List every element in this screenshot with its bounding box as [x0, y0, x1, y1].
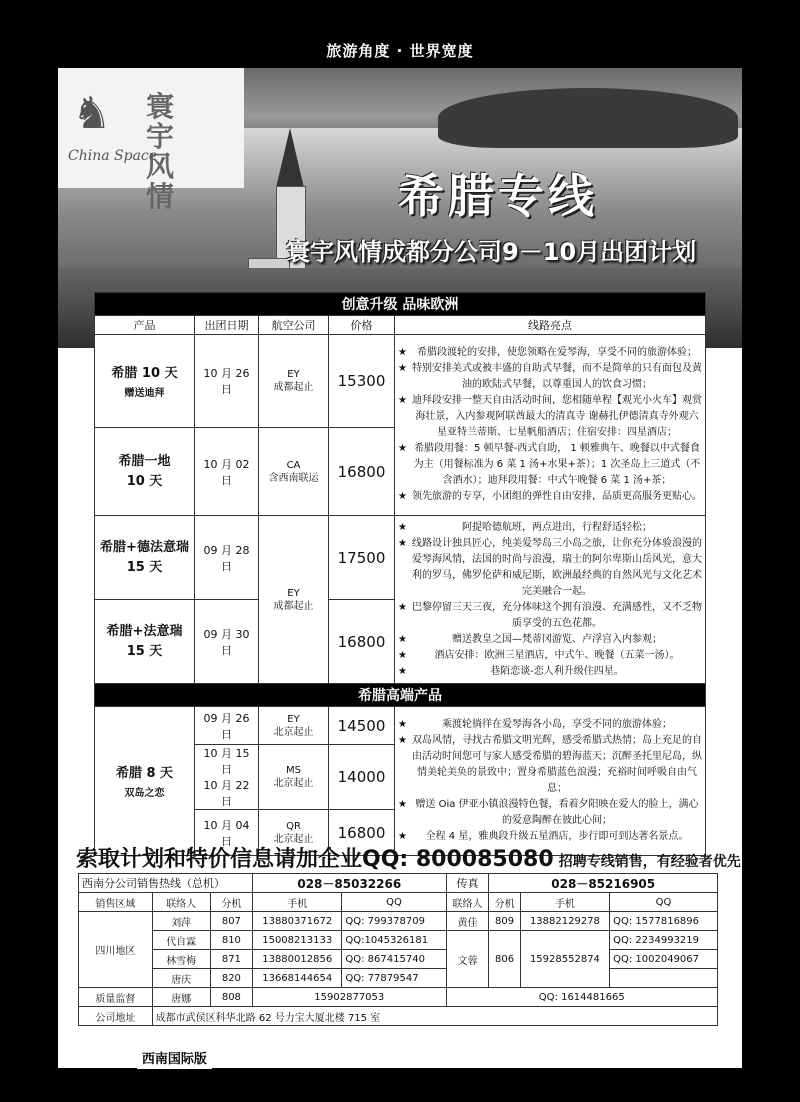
logo-cn: 寰宇风情 [146, 90, 177, 213]
col-ext: 分机 [210, 893, 252, 912]
airline-route: 北京起止 [273, 833, 314, 845]
col-contact: 联络人 [446, 893, 489, 912]
col-price: 价格 [329, 316, 395, 335]
airline-route: 北京起止 [273, 726, 314, 738]
airline-route: 含西南联运 [268, 472, 319, 484]
airline-route: 成都起止 [273, 600, 314, 612]
contact-ext: 809 [489, 912, 520, 931]
section-band: 创意升级 品味欧洲 [95, 293, 706, 316]
flyer-page [58, 68, 742, 1068]
footer-edition: 西南国际版 [137, 1050, 212, 1069]
qa-ext: 808 [210, 988, 252, 1007]
cta-banner [76, 842, 741, 873]
list-item: ★ 特别安排美式或被丰盛的自助式早餐，而不是简单的只有面包及黄油的欧陆式早餐，以尊重国人的饮食习惯； [398, 361, 702, 393]
logo [58, 68, 244, 213]
list-item: ★ 双岛风情，寻找古希腊文明光辉，感受希腊式热情；岛上充足的自由活动时间您可与家人感受希腊的碧海蓝天；沉醉圣托里尼岛，纵情美轮美奂的景致中；置身希腊蓝色浪漫；充裕时间呼吸自由气息； [398, 733, 702, 797]
highlights-list [395, 335, 706, 516]
region: 四川地区 [79, 912, 153, 988]
list-item: ★ 迪拜段安排一整天自由活动时间，您相随单程【观光小火车】观赏海壮景，入内参观阿联酋最大的清真寺 谢赫扎伊德清真寺外观六星亚特兰蒂斯、七星帆船酒店；住宿安排：四星酒店； [398, 393, 702, 441]
price: 16800 [329, 600, 395, 684]
contact-name: 唐庆 [152, 969, 210, 988]
depart-date: 09 月 28 日 [195, 516, 259, 600]
list-item: ★ 巷陌恋谈-恋人利升级住四星。 [398, 664, 702, 680]
list-item: ★ 巴黎停留三天三夜，充分体味这个拥有浪漫、充满感性，又不乏物质享受的五色花都。 [398, 600, 702, 632]
cta-main: 索取计划和特价信息请加企业QQ: 800085080 [76, 847, 554, 872]
price: 16800 [329, 428, 395, 516]
fax-label: 传真 [446, 874, 489, 893]
contact-qq: QQ: 1577816896 [610, 912, 718, 931]
list-item: ★ 酒店安排：欧洲三星酒店，中式午、晚餐（五菜一汤）。 [398, 648, 702, 664]
contact-name: 代自霖 [152, 931, 210, 950]
col-qq: QQ [342, 893, 446, 912]
logo-en: China Space [68, 148, 158, 164]
contact-mobile: 13880371672 [253, 912, 342, 931]
highlights-list [395, 516, 706, 684]
address: 成都市武侯区科华北路 62 号力宝大厦北楼 715 室 [152, 1007, 717, 1026]
product-name: 希腊+法意瑞 [106, 623, 183, 639]
contact-ext: 871 [210, 950, 252, 969]
contact-qq: QQ: 77879547 [342, 969, 446, 988]
price: 14500 [329, 707, 395, 745]
contact-name: 刘萍 [152, 912, 210, 931]
product-name: 希腊一地 [118, 453, 171, 469]
address-label: 公司地址 [79, 1007, 153, 1026]
col-mobile: 手机 [253, 893, 342, 912]
hotline-number: 028－85032266 [253, 874, 446, 893]
airline-route: 成都起止 [273, 382, 314, 393]
section-band: 希腊高端产品 [95, 684, 706, 707]
contact-name: 文蓉 [446, 931, 489, 988]
list-item: ★ 希腊段渡轮的安排，使您领略在爱琴海，享受不同的旅游体验； [398, 345, 702, 361]
table-row [95, 335, 706, 428]
price: 17500 [329, 516, 395, 600]
product-name: 希腊 10 天 [111, 365, 178, 381]
depart-date: 09 月 30 日 [195, 600, 259, 684]
list-item: ★ 乘渡轮徜徉在爱琴海各小岛，享受不同的旅游体验； [398, 717, 702, 733]
qa-qq: QQ: 1614481665 [446, 988, 717, 1007]
airline-code: MS [286, 765, 301, 776]
col-mobile: 手机 [520, 893, 609, 912]
col-qq: QQ [610, 893, 718, 912]
footer-url: 全国电子版 www.zyoo.net [215, 1052, 376, 1067]
list-item: ★ 希腊段用餐：5 顿早餐-西式自助， 1 顿雅典午、晚餐以中式餐食为主（用餐标准为 6 菜 1 汤+水果+茶）；1 次圣岛上三道式（不含酒水）；迪拜段用餐：中式午晚餐 6 菜 1 汤+茶； [398, 441, 702, 489]
contact-mobile: 15008213133 [253, 931, 342, 950]
price: 14000 [329, 745, 395, 810]
contact-ext: 806 [489, 931, 520, 988]
contact-name: 林雪梅 [152, 950, 210, 969]
contact-mobile: 13882129278 [520, 912, 609, 931]
airline-route: 北京起止 [273, 778, 314, 789]
contact-table [78, 873, 718, 1026]
list-item: ★ 阿提哈德航班，两点进出，行程舒适轻松； [398, 520, 702, 536]
list-item: ★ 赠送教皇之国—梵蒂冈游览、卢浮宫入内参观； [398, 632, 702, 648]
list-item: ★ 领先旅游的专享，小团组的弹性自由安排，品质更高服务更贴心。 [398, 489, 702, 505]
contact-ext: 820 [210, 969, 252, 988]
table-row [95, 516, 706, 600]
hero-title: 希腊专线 [398, 169, 598, 223]
contact-mobile: 15928552874 [520, 931, 609, 988]
contact-qq: QQ: 799378709 [342, 912, 446, 931]
depart-date: 10 月 02 日 [195, 428, 259, 516]
contact-name: 黄佳 [446, 912, 489, 931]
qa-name: 唐娜 [152, 988, 210, 1007]
depart-date-2: 10 月 22 日 [203, 779, 250, 808]
product-table [94, 292, 706, 856]
winged-horse-icon: ♞ [72, 88, 112, 139]
airline-code: EY [287, 713, 300, 725]
depart-date: 10 月 26 日 [195, 335, 259, 428]
col-ext: 分机 [489, 893, 520, 912]
product-sub: 10 天 [126, 473, 163, 489]
col-region: 销售区域 [79, 893, 153, 912]
table-row [95, 707, 706, 745]
depart-date: 09 月 26 日 [195, 707, 259, 745]
col-date: 出团日期 [195, 316, 259, 335]
footer-page: 红版前扉 14 [60, 1052, 133, 1067]
price: 15300 [329, 335, 395, 428]
airline-code: EY [287, 369, 300, 380]
contact-qq: QQ: 867415740 [342, 950, 446, 969]
hero-subtitle: 寰宇风情成都分公司9－10月出团计划 [286, 238, 697, 266]
depart-date: 10 月 15 日 [203, 747, 250, 776]
product-sub: 赠送迪拜 [124, 387, 165, 399]
col-product: 产品 [95, 316, 195, 335]
col-airline: 航空公司 [259, 316, 329, 335]
highlights-list [395, 707, 706, 856]
qa-label: 质量监督 [79, 988, 153, 1007]
airline-code: CA [286, 459, 301, 471]
list-item: ★ 赠送 Oia 伊亚小镇浪漫特色餐，看着夕阳映在爱人的脸上，满心的爱意陶醉在彼此心间； [398, 797, 702, 829]
product-name: 希腊 8 天 [115, 765, 174, 781]
product-sub: 15 天 [126, 559, 163, 575]
island-shape [438, 88, 738, 148]
list-item: ★ 全程 4 星，雅典段升级五星酒店，步行即可到达著名景点。 [398, 829, 702, 845]
contact-ext: 807 [210, 912, 252, 931]
product-sub: 双岛之恋 [124, 787, 165, 799]
hotline-label: 西南分公司销售热线（总机） [79, 874, 253, 893]
contact-qq: QQ:1045326181 [342, 931, 446, 950]
product-name: 希腊+德法意瑞 [100, 539, 189, 555]
contact-qq: QQ: 1002049067 [610, 950, 718, 969]
cta-sub: 招聘专线销售，有经验者优先 [558, 854, 741, 870]
price: 16800 [329, 810, 395, 856]
airline-code: EY [287, 587, 300, 599]
airline-code: QR [286, 820, 301, 832]
contact-ext: 810 [210, 931, 252, 950]
col-highlights: 线路亮点 [395, 316, 706, 335]
contact-mobile: 13668144654 [253, 969, 342, 988]
top-tagline: 旅游角度 · 世界宽度 [326, 42, 474, 60]
contact-qq: QQ: 2234993219 [610, 931, 718, 950]
footer [60, 1048, 376, 1067]
list-item: ★ 线路设计独具匠心，纯美爱琴岛三小岛之旅，让你充分体验浪漫的爱琴海风情，法国的时尚与浪漫，瑞士的阿尔卑斯山岳风光，意大利的罗马，佛罗伦萨和威尼斯，欧洲最经典的自然风光与文化艺术完美融合一起。 [398, 536, 702, 600]
fax-number: 028－85216905 [489, 874, 718, 893]
depart-date: 10 月 04 日 [195, 810, 259, 856]
contact-mobile: 13880012856 [253, 950, 342, 969]
col-contact: 联络人 [152, 893, 210, 912]
product-sub: 15 天 [126, 643, 163, 659]
qa-mobile: 15902877053 [253, 988, 446, 1007]
